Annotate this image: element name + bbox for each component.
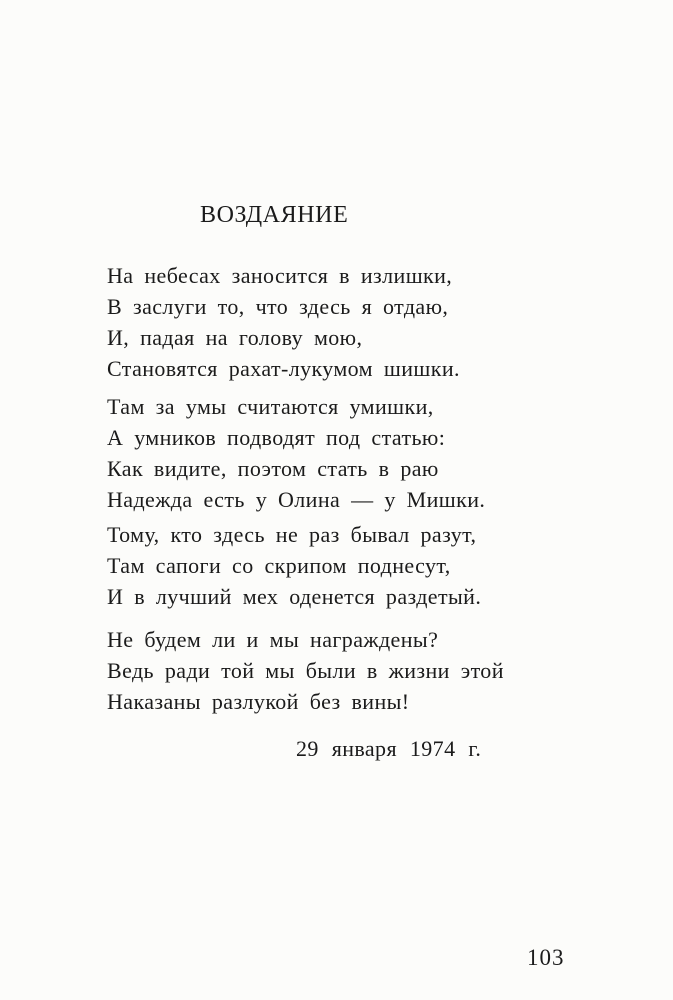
poem-line: Тому, кто здесь не раз бывал разут,: [107, 522, 477, 547]
poem-line: Как видите, поэтом стать в раю: [107, 456, 439, 481]
poem-line: Наказаны разлукой без вины!: [107, 689, 410, 714]
poem-date: 29 января 1974 г.: [296, 736, 482, 761]
poem-line: И, падая на голову мою,: [107, 325, 363, 350]
poem-line: А умников подводят под статью:: [107, 425, 446, 450]
stanza-3: [107, 519, 481, 612]
poem-title: ВОЗДАЯНИЕ: [200, 202, 349, 228]
poem-line: Там за умы считаются умишки,: [107, 394, 434, 419]
poem-line: И в лучший мех оденется раздетый.: [107, 584, 482, 609]
poem-line: Там сапоги со скрипом поднесут,: [107, 553, 451, 578]
poem-line: Становятся рахат-лукумом шишки.: [107, 356, 460, 381]
poem-line: В заслуги то, что здесь я отдаю,: [107, 294, 449, 319]
poem-line: Надежда есть у Олина — у Мишки.: [107, 487, 486, 512]
stanza-2: [107, 391, 485, 515]
poem-line: Ведь ради той мы были в жизни этой: [107, 658, 504, 683]
poem-line: Не будем ли и мы награждены?: [107, 627, 439, 652]
page-number: 103: [527, 945, 565, 970]
poem-line: На небесах заносится в излишки,: [107, 263, 453, 288]
stanza-1: [107, 260, 460, 384]
stanza-4: [107, 624, 504, 717]
